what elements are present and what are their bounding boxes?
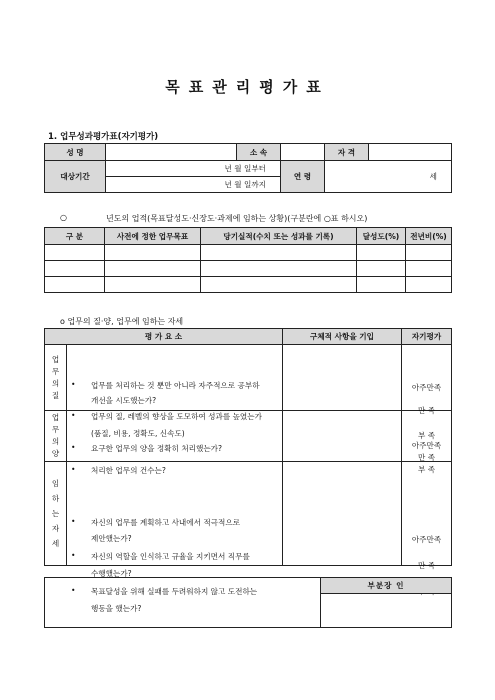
item-text: 행동을 했는가? [91, 603, 142, 613]
bullet-icon: ○ [60, 213, 67, 222]
achievement-note: 년도의 업적(목표달성도·신장도·과제에 임하는 상황)(구분란에 ○표 하시오) [106, 214, 368, 223]
item-text: 자신의 역할을 인식하고 규율을 지키면서 직무를 [91, 551, 250, 561]
table-cell[interactable] [201, 245, 357, 261]
table-cell[interactable] [357, 261, 406, 277]
signature-field[interactable] [321, 594, 452, 628]
table-cell[interactable] [406, 261, 452, 277]
table-cell[interactable] [45, 277, 105, 293]
table-cell[interactable] [406, 245, 452, 261]
category-label-attitude: 임 하 는 자 세 [45, 462, 67, 566]
age-field[interactable]: 세 [325, 161, 452, 193]
info-table [44, 143, 452, 193]
self-eval-scale[interactable]: 아주만족 만 족 [402, 462, 452, 566]
category-label-quality: 업 무 의 질 [45, 345, 67, 411]
attitude-note: ο 업무의 질·양, 업무에 임하는 자세 [60, 317, 184, 326]
item-text: 수행했는가? [91, 568, 132, 578]
table-row [45, 261, 452, 277]
table-cell[interactable] [201, 261, 357, 277]
achievement-table [44, 227, 452, 293]
dept-field[interactable] [281, 144, 325, 161]
table-cell[interactable] [45, 261, 105, 277]
name-field[interactable] [106, 144, 237, 161]
table-cell[interactable] [105, 261, 201, 277]
table-cell[interactable] [357, 277, 406, 293]
col-header: 사전에 정한 업무목표 [105, 228, 201, 245]
item-text: 자신의 업무를 계획하고 사내에서 적극적으로 [91, 517, 241, 527]
detail-header: 구체적 사항을 기입 [283, 329, 402, 345]
detail-field[interactable] [283, 411, 402, 462]
item-text: (품질, 비용, 정확도, 신속도) [91, 428, 185, 438]
remarks-field[interactable] [45, 578, 321, 628]
self-eval-scale[interactable]: 아주만족 만 족 부 족 [402, 345, 452, 411]
eval-items: • 요구한 업무의 양을 정확히 처리했는가? • 처리한 업무의 건수는? [67, 411, 283, 462]
qual-label: 자 격 [325, 144, 369, 161]
col-header: 전년비(%) [406, 228, 452, 245]
col-header: 당기실적(수치 또는 성과를 기록) [201, 228, 357, 245]
period-from[interactable]: 년 월 일부터 [106, 161, 281, 177]
section-heading: 1. 업무성과평가표(자기평가) [48, 132, 159, 142]
item-text: 제안했는가? [91, 533, 132, 543]
eval-items: • 업무를 처리하는 것 뿐만 아니라 자주적으로 공부하 개선을 시도했는가? • 업무의 질, 레벨의 향상을 도모하여 성과를 높였는가 (품질, 비용, 정확도, 신속도) [67, 345, 283, 411]
self-header: 자기평가 [402, 329, 452, 345]
table-cell[interactable] [357, 245, 406, 261]
page-title: 목표관리평가표 [165, 78, 330, 96]
table-row [45, 277, 452, 293]
item-text: 개선을 시도했는가? [91, 395, 157, 405]
table-cell[interactable] [201, 277, 357, 293]
signature-table [44, 577, 452, 628]
dept-label: 소 속 [237, 144, 281, 161]
table-cell[interactable] [105, 245, 201, 261]
period-to[interactable]: 년 월 일까지 [106, 177, 281, 193]
detail-field[interactable] [283, 462, 402, 566]
table-cell[interactable] [45, 245, 105, 261]
self-eval-scale[interactable]: 아주만족 만 족 부 족 [402, 411, 452, 462]
table-row [45, 245, 452, 261]
category-label-quantity: 업 무 의 양 [45, 411, 67, 462]
eval-header: 평 가 요 소 [45, 329, 283, 345]
item-text: 업무의 질, 레벨의 향상을 도모하여 성과를 높였는가 [91, 411, 262, 421]
item-text: 요구한 업무의 양을 정확히 처리했는가? [91, 444, 223, 453]
eval-items: • 자신의 업무를 계획하고 사내에서 적극적으로 제안했는가? • 자신의 역할을 인식하고 규율을 지키면서 직무를 수행했는가? • 목표달성을 위해 실패를 두려워하지 않고 도전하는 행동을 했는가? [67, 462, 283, 566]
item-text: 처리한 업무의 건수는? [91, 466, 166, 475]
age-label: 연 령 [281, 161, 325, 193]
period-label: 대상기간 [45, 161, 106, 193]
signature-label: 부분장 인 [321, 578, 452, 594]
name-label: 성 명 [45, 144, 106, 161]
col-header: 구 분 [45, 228, 105, 245]
table-cell[interactable] [406, 277, 452, 293]
qual-field[interactable] [369, 144, 452, 161]
col-header: 달성도(%) [357, 228, 406, 245]
table-cell[interactable] [105, 277, 201, 293]
item-text: 업무를 처리하는 것 뿐만 아니라 자주적으로 공부하 [91, 380, 260, 390]
detail-field[interactable] [283, 345, 402, 411]
item-text: 목표달성을 위해 실패를 두려워하지 않고 도전하는 [91, 586, 258, 596]
